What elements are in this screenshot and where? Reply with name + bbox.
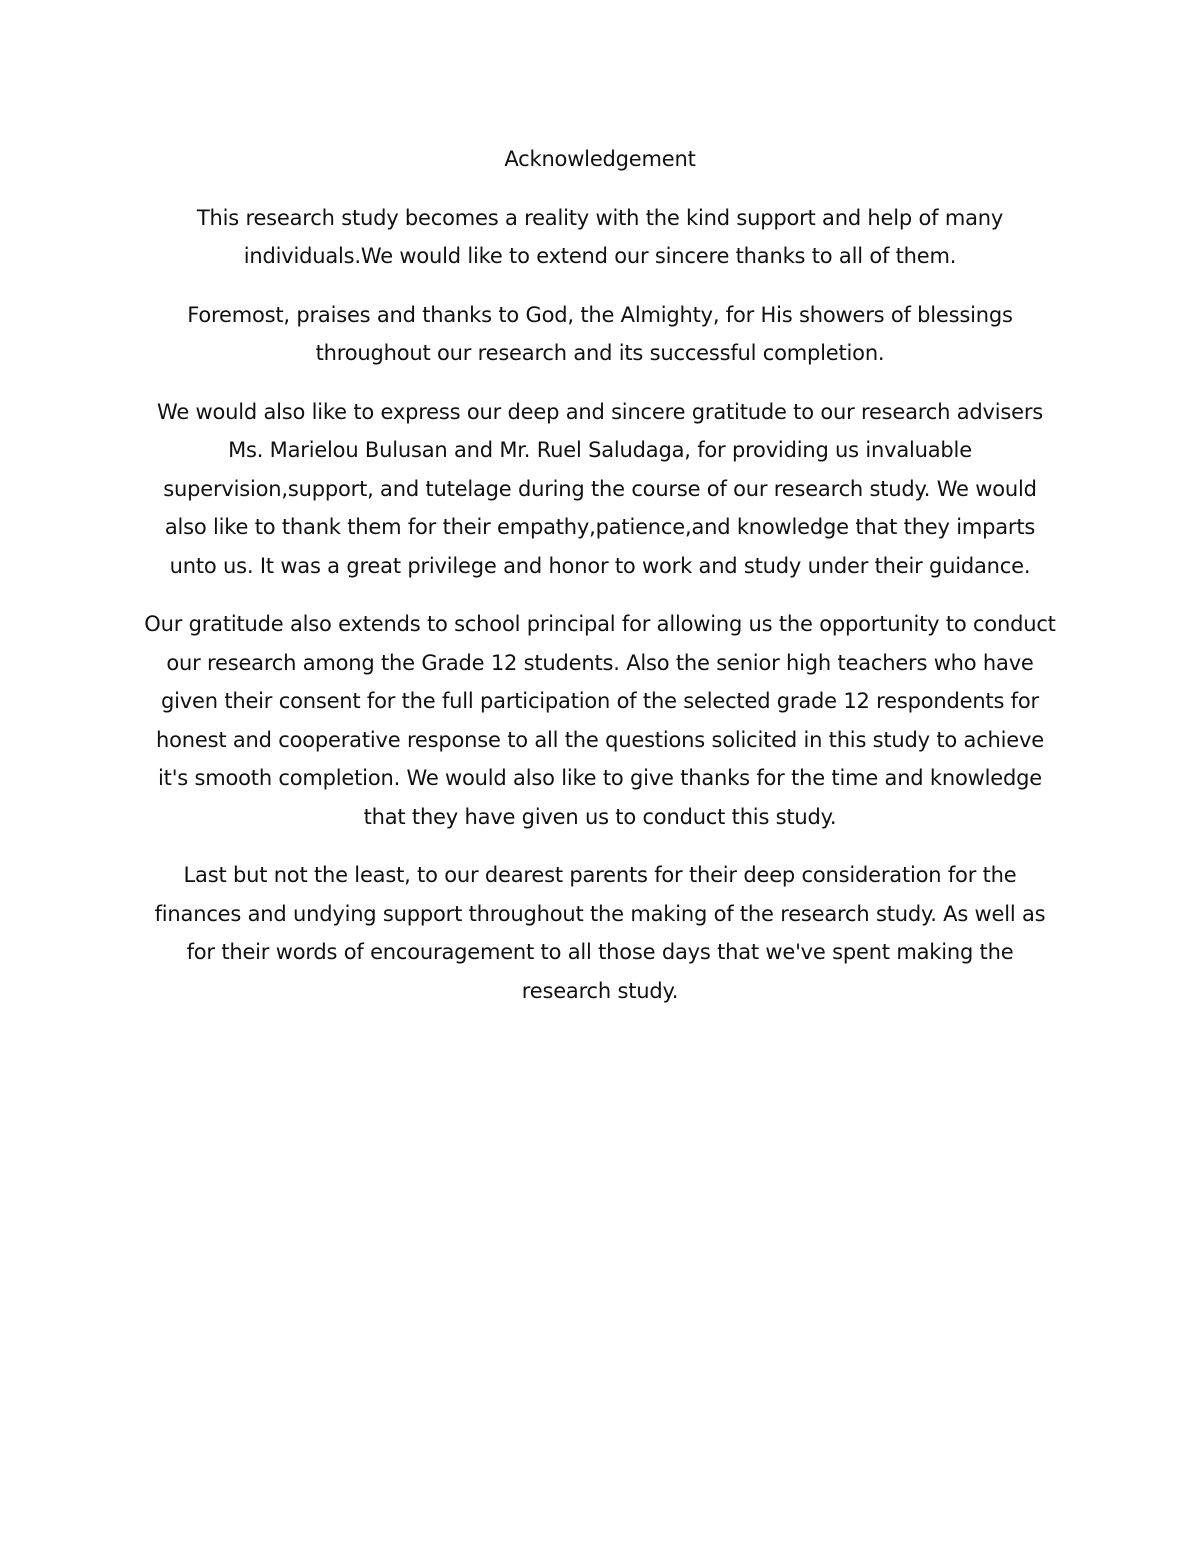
paragraph-principal-teachers: Our gratitude also extends to school principal for allowing us the opportunity to conduct our research among the Grade 12 students. Also the senior high teachers who have given their consent for the full participation of the selected grade 12 respondents for honest and cooperative response to all the questions solicited in this study to achieve it's smooth completion. We would also like to give thanks for the time and knowledge that they have given us to conduct this study. [144,612,1056,829]
paragraph-advisers: We would also like to express our deep and sincere gratitude to our research advisers Ms. Marielou Bulusan and Mr. Ruel Saludaga, for providing us invaluable supervision,support, and tutelage during the course of our research study. We would also like to thank them for their empathy,patience,and knowledge that they imparts unto us. It was a great privilege and honor to work and study under their guidance. [156,399,1044,578]
paragraph-intro: This research study becomes a reality with the kind support and help of many individuals.We would like to extend our sincere thanks to all of them. [196,205,1004,268]
paragraph-parents: Last but not the least, to our dearest parents for their deep consideration for the finances and undying support throughout the making of the research study. As well as for their words of encouragement to all those days that we've spent making the research study. [154,863,1046,1003]
document-body [140,140,1060,1030]
paragraph-god: Foremost, praises and thanks to God, the Almighty, for His showers of blessings throughout our research and its successful completion. [187,302,1013,365]
document-title: Acknowledgement [504,147,696,171]
